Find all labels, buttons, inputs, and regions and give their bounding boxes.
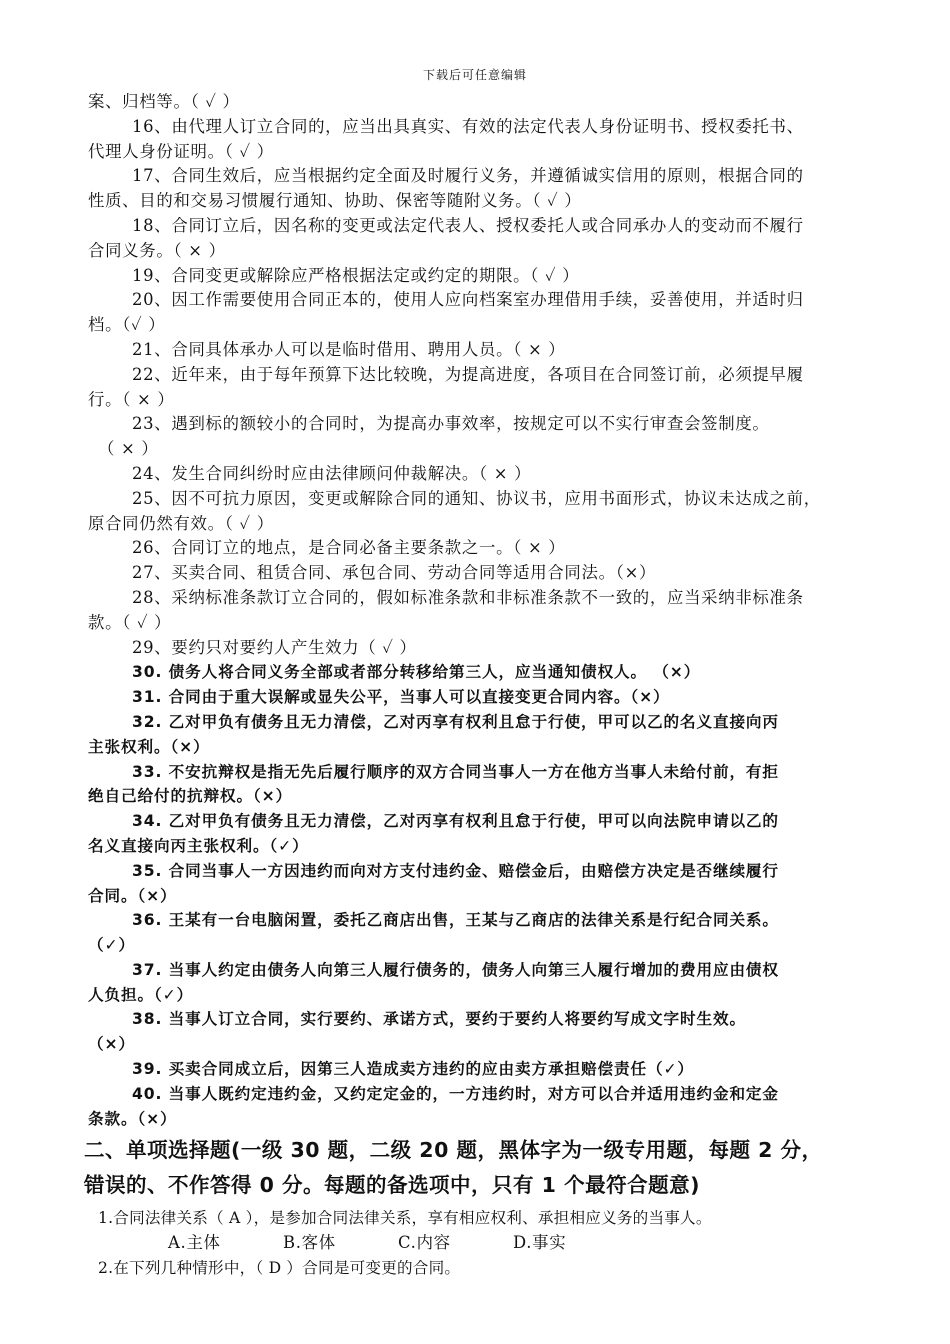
document-body	[84, 90, 888, 1281]
option-a: A.主体	[168, 1233, 221, 1253]
question-1-options	[88, 1231, 888, 1256]
statement-line: 性质、目的和交易习惯履行通知、协助、保密等随附义务。（ ✓ ）	[88, 191, 582, 211]
statement-line: 23、遇到标的额较小的合同时，为提高办事效率，按规定可以不实行审查会签制度。	[132, 414, 770, 434]
statement-line: 35. 合同当事人一方因违约而向对方支付违约金、赔偿金后，由赔偿方决定是否继续履行	[132, 861, 779, 880]
statement-line: 26、合同订立的地点，是合同必备主要条款之一。（ × ）	[132, 538, 566, 558]
statement-line: 25、因不可抗力原因，变更或解除合同的通知、协议书，应用书面形式，协议未达成之前，	[132, 488, 821, 508]
statement-line: 38. 当事人订立合同，实行要约、承诺方式，要约于要约人将要约写成文字时生效。	[132, 1010, 746, 1029]
statement-line: 29、要约只对要约人产生效力（ ✓ ）	[132, 637, 417, 657]
page-header-note: 下载后可任意编辑	[422, 68, 527, 82]
statement-line: 37. 当事人约定由债务人向第三人履行债务的，债务人向第三人履行增加的费用应由债权	[132, 960, 779, 979]
statement-line: 21、合同具体承办人可以是临时借用、聘用人员。（ × ）	[132, 339, 566, 359]
statement-line: 条款。（×）	[88, 1109, 177, 1128]
statement-line: 款。（ ✓ ）	[88, 612, 172, 632]
statement-line: 31. 合同由于重大误解或显失公平，当事人可以直接变更合同内容。（×）	[132, 688, 670, 707]
statement-line: 20、因工作需要使用合同正本的，使用人应向档案室办理借用手续，妥善使用，并适时归	[132, 290, 804, 310]
statement-line: 30. 债务人将合同义务全部或者部分转移给第三人，应当通知债权人。 （×）	[132, 663, 701, 682]
statement-line: 28、采纳标准条款订立合同的，假如标准条款和非标准条款不一致的，应当采纳非标准条	[132, 587, 804, 607]
statement-line: 32. 乙对甲负有债务且无力清偿，乙对丙享有权利且怠于行使，甲可以乙的名义直接向丙	[132, 712, 779, 731]
option-c: C.内容	[398, 1233, 451, 1253]
statement-line: 34. 乙对甲负有债务且无力清偿，乙对丙享有权利且怠于行使，甲可以向法院申请以乙的	[132, 812, 779, 831]
statement-line: 案、归档等。（ ✓ ）	[88, 92, 240, 111]
statement-line: 40. 当事人既约定违约金，又约定定金的，一方违约时，对方可以合并适用违约金和定金	[132, 1084, 779, 1103]
statement-line: 33. 不安抗辩权是指无先后履行顺序的双方合同当事人一方在他方当事人未给付前，有拒	[132, 762, 779, 781]
statement-line: （×）	[88, 1035, 135, 1054]
statement-line: 36. 王某有一台电脑闲置，委托乙商店出售，王某与乙商店的法律关系是行纪合同关系。	[132, 911, 779, 930]
statement-line: 人负担。（✓）	[88, 985, 194, 1004]
question-2-stem: 2.在下列几种情形中，（ D ）合同是可变更的合同。	[98, 1259, 461, 1278]
statement-line: 18、合同订立后，因名称的变更或法定代表人、授权委托人或合同承办人的变动而不履行	[132, 215, 804, 235]
option-d: D.事实	[513, 1233, 567, 1253]
statement-line: 档。（✓ ）	[88, 315, 166, 335]
statement-line: 17、合同生效后，应当根据约定全面及时履行义务，并遵循诚实信用的原则，根据合同的	[132, 166, 804, 186]
statement-line: 27、买卖合同、租赁合同、承包合同、劳动合同等适用合同法。（×）	[132, 563, 657, 583]
true-false-list	[88, 90, 888, 1131]
statement-line: 24、发生合同纠纷时应由法律顾问仲裁解决。（ × ）	[132, 463, 532, 483]
statement-line: 主张权利。（×）	[88, 737, 210, 756]
statement-line: 19、合同变更或解除应严格根据法定或约定的期限。（ ✓ ）	[132, 265, 580, 285]
question-1-stem: 1.合同法律关系（ A ），是参加合同法律关系，享有相应权利、承担相应义务的当事人。	[98, 1209, 712, 1228]
statement-line: 22、近年来，由于每年预算下达比较晚，为提高进度，各项目在合同签订前，必须提早履	[132, 364, 804, 384]
statement-line: （ × ）	[98, 439, 159, 459]
statement-line: 合同义务。（ × ）	[88, 240, 226, 260]
statement-line: 合同。（×）	[88, 886, 177, 905]
statement-line: 代理人身份证明。（ ✓ ）	[88, 141, 274, 161]
statement-line: 39. 买卖合同成立后，因第三人造成卖方违约的应由卖方承担赔偿责任（✓）	[132, 1060, 694, 1079]
statement-line: 名义直接向丙主张权利。（✓）	[88, 836, 309, 855]
statement-line: 16、由代理人订立合同的，应当出具真实、有效的法定代表人身份证明书、授权委托书、	[132, 116, 804, 136]
statement-line: （✓）	[88, 936, 135, 955]
section-heading-line-1: 二、单项选择题(一级 30 题，二级 20 题，黑体字为一级专用题，每题 2 分，	[84, 1138, 823, 1163]
statement-line: 行。（ × ）	[88, 389, 175, 409]
section-heading-line-2: 错误的、不作答得 0 分。每题的备选项中，只有 1 个最符合题意)	[84, 1173, 700, 1198]
statement-line: 绝自己给付的抗辩权。（×）	[88, 787, 293, 806]
option-b: B.客体	[283, 1233, 336, 1253]
statement-line: 原合同仍然有效。（ ✓ ）	[88, 513, 274, 533]
